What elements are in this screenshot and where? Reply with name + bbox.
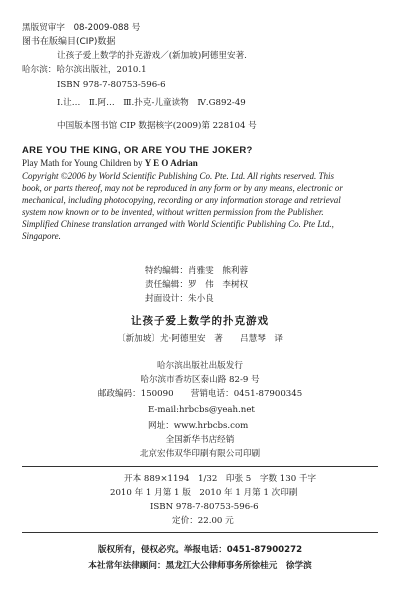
copyright-line-6: Singapore. (22, 231, 61, 241)
cip-publisher-line: 哈尔滨：哈尔滨出版社，2010.1 (22, 65, 147, 75)
cip-heading: 图书在版编目(CIP)数据 (22, 37, 116, 47)
distributor: 全国新华书店经销 (165, 435, 235, 445)
cip-isbn: ISBN 978-7-80753-596-6 (57, 80, 166, 90)
copyright-line-1: Copyright ©2006 by World Scientific Publishing Co. Pte. Ltd. All rights reserved. This (22, 171, 334, 181)
spec-edition: 2010 年 1 月第 1 版 2010 年 1 月第 1 次印刷 (110, 488, 298, 498)
copyright-line-4: system now known or to be invented, without written permission from the Publisher. (22, 207, 324, 217)
divider-top (22, 466, 378, 467)
divider-bottom (22, 532, 378, 533)
book-author-line: 〔新加坡〕尤·阿德里安 著 吕慧琴 译 (116, 334, 283, 344)
publisher-email: E-mail:hrbcbs@yeah.net (148, 405, 255, 415)
printer: 北京宏伟双华印刷有限公司印刷 (139, 449, 261, 459)
legal-counsel: 本社常年法律顾问：黑龙江大公律师事务所徐桂元 徐学滨 (88, 561, 312, 571)
copyright-line-5: Simplified Chinese translation arranged with World Scientific Publishing Co. Pte Ltd., (22, 219, 334, 229)
english-subtitle (22, 158, 198, 169)
approval-number: 黑版贸审字 08-2009-088 号 (22, 23, 141, 33)
cip-record: 中国版本图书馆 CIP 数据核字(2009)第 228104 号 (57, 121, 257, 131)
spec-isbn: ISBN 978-7-80753-596-6 (150, 502, 259, 512)
book-title: 让孩子爱上数学的扑克游戏 (131, 315, 269, 327)
spec-format: 开本 889×1194 1/32 印张 5 字数 130 千字 (124, 474, 317, 484)
rights-notice: 版权所有，侵权必究。举报电话：0451-87900272 (97, 545, 303, 555)
english-author: Y E O Adrian (144, 158, 198, 168)
english-subtitle-prefix: Play Math for Young Children by (22, 158, 145, 168)
publisher-name: 哈尔滨出版社出版发行 (157, 361, 243, 371)
responsible-editor: 责任编辑：罗 伟 李树权 (145, 280, 249, 290)
publisher-postcode-phone: 邮政编码：150090 营销电话：0451-87900345 (97, 389, 303, 399)
spec-price: 定价：22.00 元 (172, 516, 234, 526)
copyright-line-2: book, or parts thereof, may not be reproduced in any form or by any means, electronic or (22, 183, 343, 193)
copyright-line-3: mechanical, including photocopying, recording or any information storage and retrieval (22, 195, 341, 205)
cover-design: 封面设计：朱小良 (145, 294, 214, 304)
publisher-website: 网址：www.hrbcbs.com (148, 421, 249, 431)
cip-classification: Ⅰ.让… Ⅱ.阿… Ⅲ.扑克-儿童读物 Ⅳ.G892-49 (57, 98, 246, 108)
cip-title-line: 让孩子爱上数学的扑克游戏／(新加坡)阿德里安著. (57, 51, 247, 61)
english-title: ARE YOU THE KING, OR ARE YOU THE JOKER? (22, 145, 253, 156)
special-editor: 特约编辑：肖雅雯 熊利蓉 (145, 266, 249, 276)
publisher-address: 哈尔滨市香坊区泰山路 82-9 号 (140, 375, 260, 385)
